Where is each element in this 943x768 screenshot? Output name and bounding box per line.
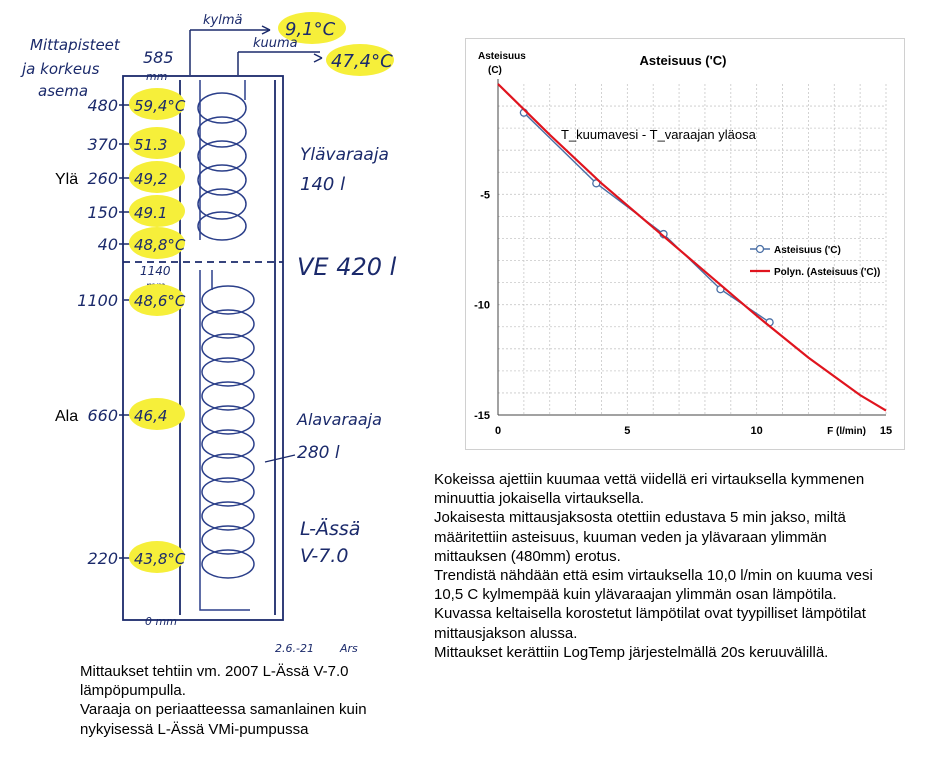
legend-marker-1 (757, 246, 764, 253)
caption-line: nykyisessä L-Ässä VMi-pumpussa (80, 720, 309, 738)
point-temp: 51.3 (134, 136, 168, 154)
point-level: 260 (87, 169, 118, 188)
upper-coil (198, 80, 246, 240)
explanation-line: minuuttia jokaisella virtauksella. (434, 490, 645, 508)
chart (466, 39, 904, 449)
lower-tank-volume: 280 l (297, 443, 340, 463)
tank-sketch (0, 0, 430, 660)
chart-ylabel-1: Asteisuus (478, 51, 526, 62)
bottom-label: 0 mm (145, 615, 177, 628)
caption-line: Varaaja on periaatteessa samanlainen kuin (80, 701, 367, 719)
explanation-line: määritettiin asteisuus, kuuman veden ja ylävaraan ylimmän (434, 528, 827, 546)
ve-label: VE 420 l (297, 253, 397, 281)
explanation-line: mittauksen (480mm) erotus. (434, 547, 621, 565)
x-tick-label: 10 (750, 425, 763, 437)
top-height-label: 585 (143, 48, 174, 67)
mid-height-label: 1140 (140, 264, 171, 278)
brand-label: L-Ässä (300, 518, 361, 540)
y-tick-label: -10 (474, 299, 490, 312)
hot-label: kuuma (253, 36, 298, 51)
hot-temp: 47,4°C (331, 51, 393, 72)
top-height-unit: mm (146, 70, 168, 83)
point-level: 480 (87, 96, 118, 115)
point-tag: Ylä (55, 171, 79, 188)
y-tick-label: -5 (480, 189, 490, 202)
x-tick-label: 0 (494, 425, 502, 437)
model-label: V-7.0 (300, 545, 349, 567)
point-level: 150 (87, 203, 118, 222)
explanation-text (434, 470, 924, 662)
signature-date: 2.6.-21 (275, 642, 314, 655)
chart-xlabel: F (l/min) (827, 426, 866, 437)
chart-title: Asteisuus ('C) (639, 53, 727, 68)
sketch-heading-line-1: Mittapisteet (30, 36, 120, 54)
chart-frame (465, 38, 905, 450)
sketch-caption (80, 662, 420, 739)
point-temp: 46,4 (134, 407, 168, 425)
explanation-line: 10,5 C kylmempää kuin ylävaraajan ylimmän osan lämpötila. (434, 586, 837, 604)
x-tick-label: 15 (879, 425, 893, 437)
caption-line: lämpöpumpulla. (80, 682, 186, 700)
point-level: 370 (87, 135, 118, 154)
signature-initials: Ars (340, 642, 358, 655)
explanation-line: Mittaukset kerättiin LogTemp järjestelmällä 20s keruuvälillä. (434, 643, 829, 661)
point-temp: 48,8°C (134, 236, 186, 254)
explanation-line: Kokeissa ajettiin kuumaa vettä viidellä eri virtauksella kymmenen (434, 471, 865, 488)
point-tag: Ala (55, 408, 79, 425)
sketch-heading-line-2: ja korkeus (22, 60, 100, 78)
point-level: 220 (87, 549, 118, 568)
upper-tank-volume: 140 l (300, 174, 346, 195)
caption-line: Mittaukset tehtiin vm. 2007 L-Ässä V-7.0 (80, 663, 349, 680)
lower-tank-label: Alavaraaja (297, 410, 382, 429)
chart-annotation: T_kuumavesi - T_varaajan yläosa (561, 127, 756, 142)
point-level: 1100 (77, 291, 118, 310)
upper-tank-label: Ylävaraaja (300, 145, 389, 165)
legend-label-2: Polyn. (Asteisuus ('C)) (774, 267, 881, 278)
point-temp: 49.1 (134, 204, 168, 222)
legend-label-1: Asteisuus ('C) (774, 245, 841, 256)
point-temp: 43,8°C (134, 550, 186, 568)
explanation-line: mittausjakson alussa. (434, 624, 578, 642)
chart-legend (750, 245, 880, 278)
y-tick-label: -15 (474, 410, 490, 422)
measurement-points (55, 88, 186, 573)
chart-ylabel-2: (C) (488, 65, 502, 76)
point-temp: 49,2 (134, 170, 168, 188)
sketch-heading-line-3: asema (38, 82, 89, 100)
cold-label: kylmä (203, 13, 243, 28)
point-level: 660 (87, 406, 118, 425)
explanation-line: Kuvassa keltaisella korostetut lämpötilat ovat tyypilliset lämpötilat (434, 605, 866, 623)
point-temp: 59,4°C (134, 97, 186, 115)
point-temp: 48,6°C (134, 292, 186, 310)
cold-temp: 9,1°C (285, 19, 336, 40)
lower-coil (200, 270, 254, 610)
explanation-line: Jokaisesta mittausjaksosta otettiin edustava 5 min jakso, miltä (434, 509, 846, 527)
x-tick-label: 5 (624, 425, 631, 437)
point-level: 40 (97, 235, 118, 254)
explanation-line: Trendistä nähdään että esim virtauksella 10,0 l/min on kuuma vesi (434, 567, 873, 585)
